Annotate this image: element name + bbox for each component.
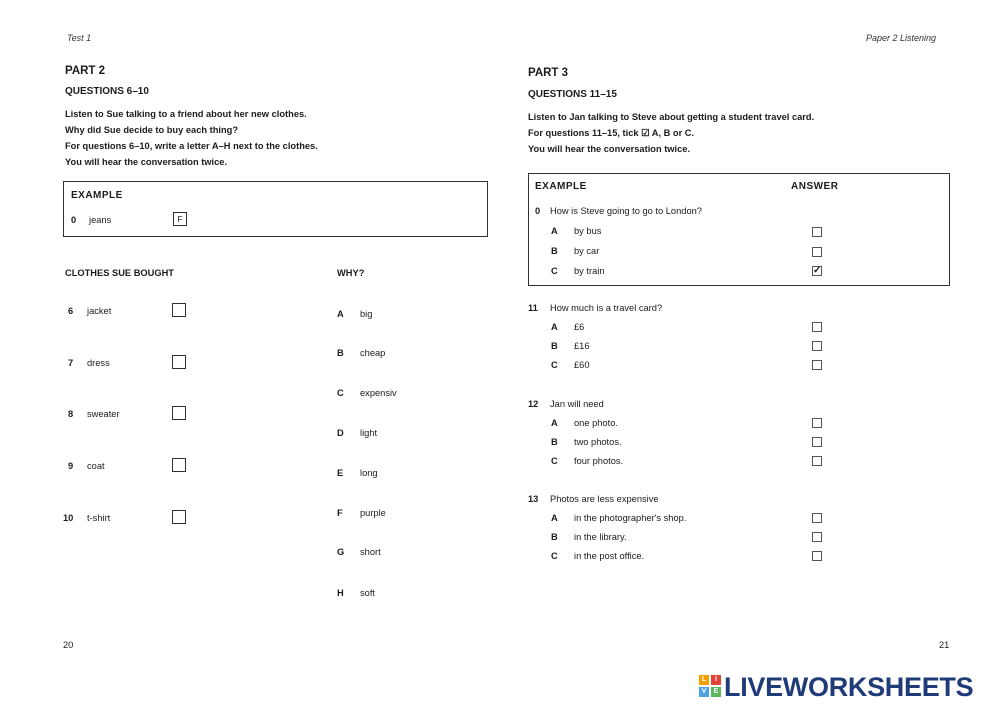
liveworksheets-logo-mark [699,675,721,697]
option-letter: A [551,513,558,523]
page-number-left: 20 [63,640,74,650]
reason-letter: D [337,428,344,438]
question-number: 13 [528,494,539,504]
instruction-line: Listen to Jan talking to Steve about getting a student travel card. [528,112,815,122]
liveworksheets-watermark: LIVEWORKSHEETS [724,672,974,702]
instruction-line: You will hear the conversation twice. [528,144,691,154]
question-text: Photos are less expensive [550,494,659,504]
part-3-title: PART 3 [528,67,569,79]
clothes-number: 8 [68,409,74,419]
answer-box-7[interactable] [172,355,186,369]
option-letter: B [551,532,558,542]
logo-letter: I [711,675,721,685]
instruction-line: Listen to Sue talking to a friend about her new clothes. [65,109,307,119]
reason-letter: B [337,348,344,358]
example-label: EXAMPLE [71,190,123,201]
option-text: in the photographer's shop. [574,513,687,523]
example-checkbox-a [812,227,822,237]
clothes-number: 10 [63,513,74,523]
option-text: one photo. [574,418,618,428]
example-answer-box: F [173,212,187,226]
option-letter: C [551,266,558,276]
example-box [63,181,488,237]
example-item: jeans [89,215,112,225]
answer-box-9[interactable] [172,458,186,472]
reason-text: purple [360,508,386,518]
option-letter: C [551,360,558,370]
clothes-item: coat [87,461,105,471]
logo-letter: L [699,675,709,685]
clothes-item: t-shirt [87,513,111,523]
clothes-heading: CLOTHES SUE BOUGHT [65,268,174,278]
option-letter: B [551,246,558,256]
instruction-line: Why did Sue decide to buy each thing? [65,125,239,135]
answer-box-8[interactable] [172,406,186,420]
option-text: £16 [574,341,590,351]
answer-box-6[interactable] [172,303,186,317]
clothes-item: jacket [87,306,112,316]
clothes-number: 9 [68,461,74,471]
reason-text: cheap [360,348,386,358]
instruction-line: You will hear the conversation twice. [65,157,228,167]
checkbox-13b[interactable] [812,532,822,542]
question-number: 12 [528,399,539,409]
running-header-right: Paper 2 Listening [866,33,937,43]
option-letter: B [551,437,558,447]
example-question: How is Steve going to go to London? [550,206,702,216]
option-text: two photos. [574,437,622,447]
clothes-number: 6 [68,306,74,316]
option-letter: C [551,551,558,561]
running-header-left: Test 1 [67,33,92,43]
questions-11-15-heading: QUESTIONS 11–15 [528,89,617,100]
instruction-line: For questions 6–10, write a letter A–H next to the clothes. [65,141,318,151]
reason-letter: F [337,508,343,518]
logo-letter: E [711,687,721,697]
example-number: 0 [535,206,541,216]
example-label: EXAMPLE [535,181,587,192]
reason-text: long [360,468,378,478]
example-checkbox-c-ticked: ✓ [813,265,822,276]
checkbox-11c[interactable] [812,360,822,370]
option-text: by bus [574,226,602,236]
instruction-line: For questions 11–15, tick ☑ A, B or C. [528,128,695,138]
checkbox-12b[interactable] [812,437,822,447]
reason-letter: H [337,588,344,598]
question-text: Jan will need [550,399,604,409]
reason-text: soft [360,588,375,598]
checkbox-11b[interactable] [812,341,822,351]
reason-text: expensiv [360,388,397,398]
answer-label: ANSWER [791,181,839,192]
clothes-item: sweater [87,409,120,419]
answer-box-10[interactable] [172,510,186,524]
page-number-right: 21 [939,640,950,650]
option-letter: A [551,226,558,236]
reason-text: light [360,428,378,438]
checkbox-12c[interactable] [812,456,822,466]
reason-letter: C [337,388,344,398]
reason-text: short [360,547,381,557]
checkbox-11a[interactable] [812,322,822,332]
checkbox-13c[interactable] [812,551,822,561]
part-2-title: PART 2 [65,65,106,77]
questions-6-10-heading: QUESTIONS 6–10 [65,86,149,97]
option-text: £60 [574,360,590,370]
reason-text: big [360,309,373,319]
option-letter: A [551,418,558,428]
option-text: four photos. [574,456,624,466]
option-letter: C [551,456,558,466]
checkbox-12a[interactable] [812,418,822,428]
option-text: in the post office. [574,551,645,561]
option-letter: A [551,322,558,332]
checkbox-13a[interactable] [812,513,822,523]
logo-letter: V [699,687,709,697]
option-text: £6 [574,322,585,332]
question-text: How much is a travel card? [550,303,663,313]
option-text: in the library. [574,532,627,542]
example-checkbox-b [812,247,822,257]
option-letter: B [551,341,558,351]
reason-letter: A [337,309,344,319]
reason-letter: G [337,547,345,557]
clothes-number: 7 [68,358,74,368]
option-text: by train [574,266,605,276]
why-heading: WHY? [337,268,365,278]
reason-letter: E [337,468,344,478]
clothes-item: dress [87,358,110,368]
example-number: 0 [71,215,77,225]
question-number: 11 [528,303,538,313]
option-text: by car [574,246,600,256]
